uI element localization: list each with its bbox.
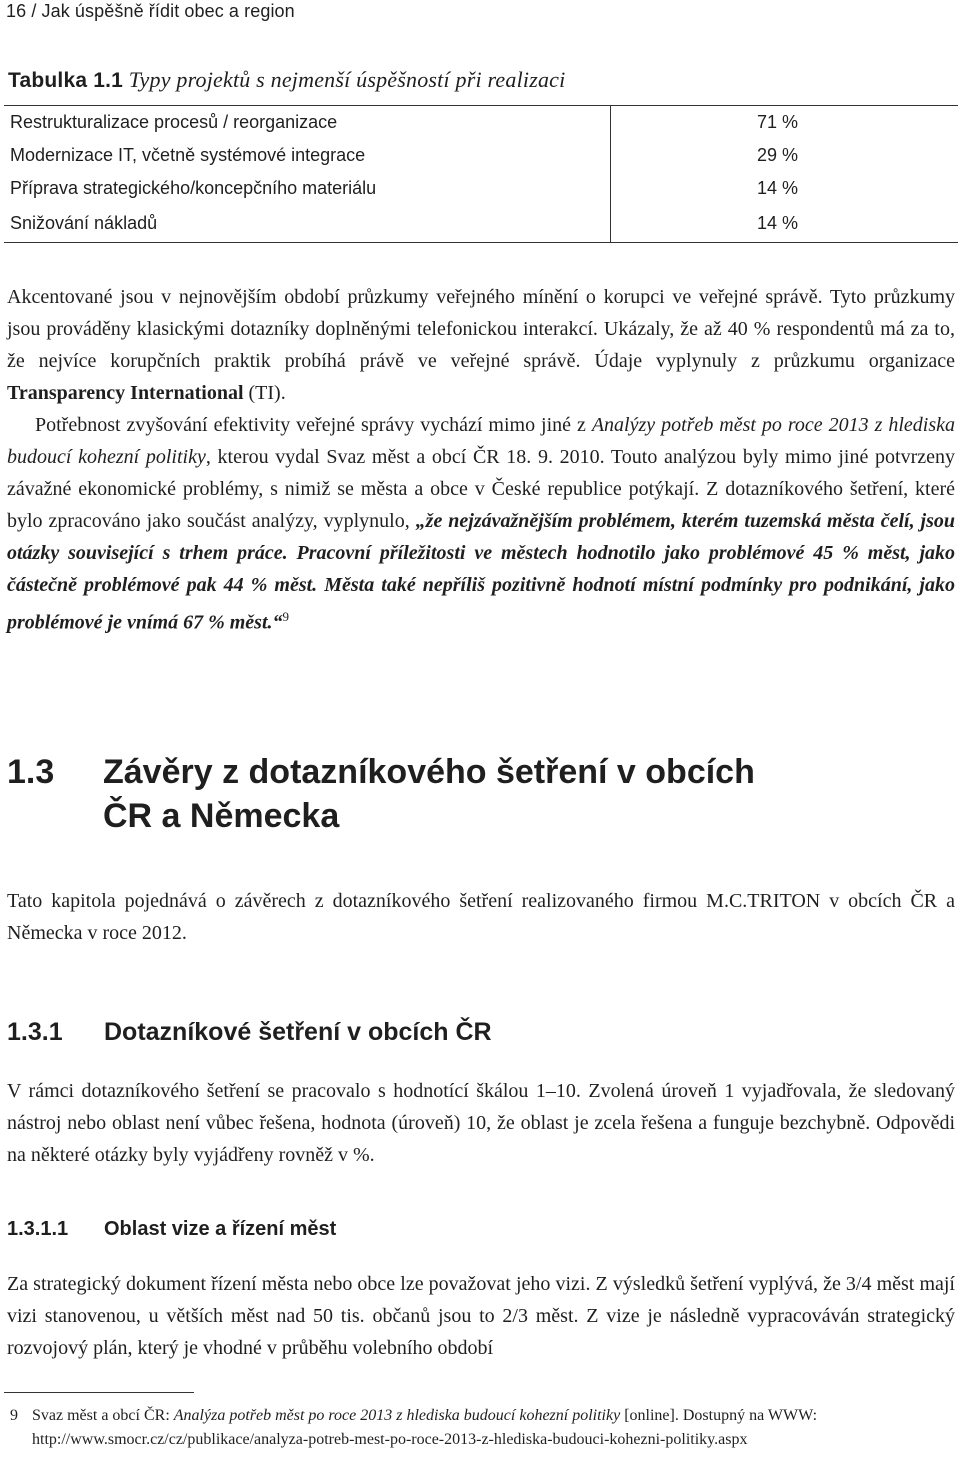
section-heading-1-3-1-1 bbox=[7, 1215, 337, 1243]
row-label: Modernizace IT, včetně systémové integrace bbox=[4, 139, 611, 172]
section-title: Závěry z dotazníkového šetření v obcích ČR a Německa bbox=[103, 753, 755, 835]
table-row bbox=[4, 139, 958, 172]
footnote-divider bbox=[4, 1392, 194, 1393]
section-number: 1.3 bbox=[7, 753, 55, 791]
footnote-lead: Svaz měst a obcí ČR: bbox=[32, 1407, 174, 1424]
footnote-number: 9 bbox=[10, 1407, 18, 1424]
footnote-ref[interactable]: 9 bbox=[282, 609, 290, 624]
projects-table bbox=[4, 105, 958, 243]
section-number: 1.3.1.1 bbox=[7, 1218, 69, 1240]
section-title: Oblast vize a řízení měst bbox=[104, 1218, 337, 1240]
paragraph-intro: Potřebnost zvyšování efektivity veřejné správy vychází mimo jiné z bbox=[35, 414, 592, 436]
paragraph-tail: (TI). bbox=[243, 382, 286, 404]
running-header: 16 / Jak úspěšně řídit obec a region bbox=[6, 1, 295, 21]
paragraph-scale: V rámci dotazníkového šetření se pracovalo s hodnotící škálou 1–10. Zvolená úroveň 1 vyjadřovala, že sledovaný nástroj nebo oblast není vůbec řešena, hodnota (úroveň) 10, že oblast je zcela řešena a funguje bezchybně. Odpovědi na některé otázky byly vyjádřeny rovněž v %. bbox=[7, 1080, 955, 1166]
row-value: 29 % bbox=[757, 145, 799, 165]
table-row bbox=[4, 205, 958, 243]
section-heading-1-3-1 bbox=[7, 1016, 492, 1048]
row-label: Restrukturalizace procesů / reorganizace bbox=[4, 106, 611, 140]
table-caption bbox=[8, 66, 565, 95]
row-value: 14 % bbox=[611, 205, 959, 243]
organization-name: Transparency International bbox=[7, 382, 244, 404]
paragraph-vision: Za strategický dokument řízení města nebo obce lze považovat jeho vizi. Z výsledků šetření vyplývá, že 3/4 měst mají vizi stanovenou, u větších měst nad 50 tis. občanů jsou to 2/3 měst. Z vize je následně vypracováván strategický rozvojový plán, který je vhodné v průběhu volebního období bbox=[7, 1273, 955, 1359]
source-title: Analýzy potřeb měst po roce 2013 z hlediska budoucí kohezní politiky bbox=[7, 414, 955, 468]
section-title: Dotazníkové šetření v obcích ČR bbox=[104, 1018, 492, 1046]
table-caption-label: Tabulka 1.1 bbox=[8, 69, 124, 92]
row-label: Příprava strategického/koncepčního materiálu bbox=[4, 172, 611, 205]
footnote bbox=[10, 1404, 950, 1452]
row-value: 14 % bbox=[757, 178, 799, 198]
table-row bbox=[4, 172, 958, 205]
paragraph-text: Akcentované jsou v nejnovějším období průzkumy veřejného mínění o korupci ve veřejné správě. Tyto průzkumy jsou prováděny klasickými dotazníky doplněnými telefonickou interakcí. Ukázaly, že až 40 % respondentů má za to, že nejvíce korupčních praktik probíhá právě ve veřejné správě. Údaje vyplynuly z průzkumu organizace bbox=[7, 286, 955, 372]
paragraph-chapter-intro: Tato kapitola pojednává o závěrech z dotazníkového šetření realizovaného firmou M.C.TRITON v obcích ČR a Německa v roce 2012. bbox=[7, 890, 955, 944]
table-row bbox=[4, 106, 958, 140]
footnote-rest[interactable]: [online]. Dostupný na WWW: http://www.smocr.cz/cz/publikace/analyza-potreb-mest-po-roce-2013-z-hlediska-budouci-kohezni-politiky.aspx bbox=[32, 1407, 818, 1448]
paragraph-middle: , kterou vydal Svaz měst a obcí ČR 18. 9. 2010. Touto analýzou byly mimo jiné potvrzeny závažné ekonomické problémy, s nimiž se města a obce v České republice potýkají. Z dotazníkového šetření, které bylo zpracováno jako součást analýzy, vyplynulo, bbox=[7, 446, 955, 532]
row-label: Snižování nákladů bbox=[4, 205, 611, 243]
footnote-body bbox=[32, 1404, 950, 1452]
paragraph-corruption-surveys bbox=[7, 281, 955, 409]
paragraph-efficiency bbox=[7, 409, 955, 639]
section-number: 1.3.1 bbox=[7, 1018, 63, 1046]
table-caption-text: Typy projektů s nejmenší úspěšností při realizaci bbox=[128, 67, 566, 92]
analysis-quote: „že nejzávažnějším problémem, kterém tuzemská města čelí, jsou otázky související s trhem práce. Pracovní příležitosti ve městech hodnotilo jako problémové 45 % měst, jako částečně problémové pak 44 % měst. Města také nepříliš pozitivně hodnotí místní podmínky pro podnikání, jako problémové je vnímá 67 % měst.“ bbox=[7, 510, 955, 634]
footnote-title: Analýza potřeb měst po roce 2013 z hlediska budoucí kohezní politiky bbox=[173, 1407, 621, 1424]
row-value: 71 % bbox=[611, 106, 959, 140]
